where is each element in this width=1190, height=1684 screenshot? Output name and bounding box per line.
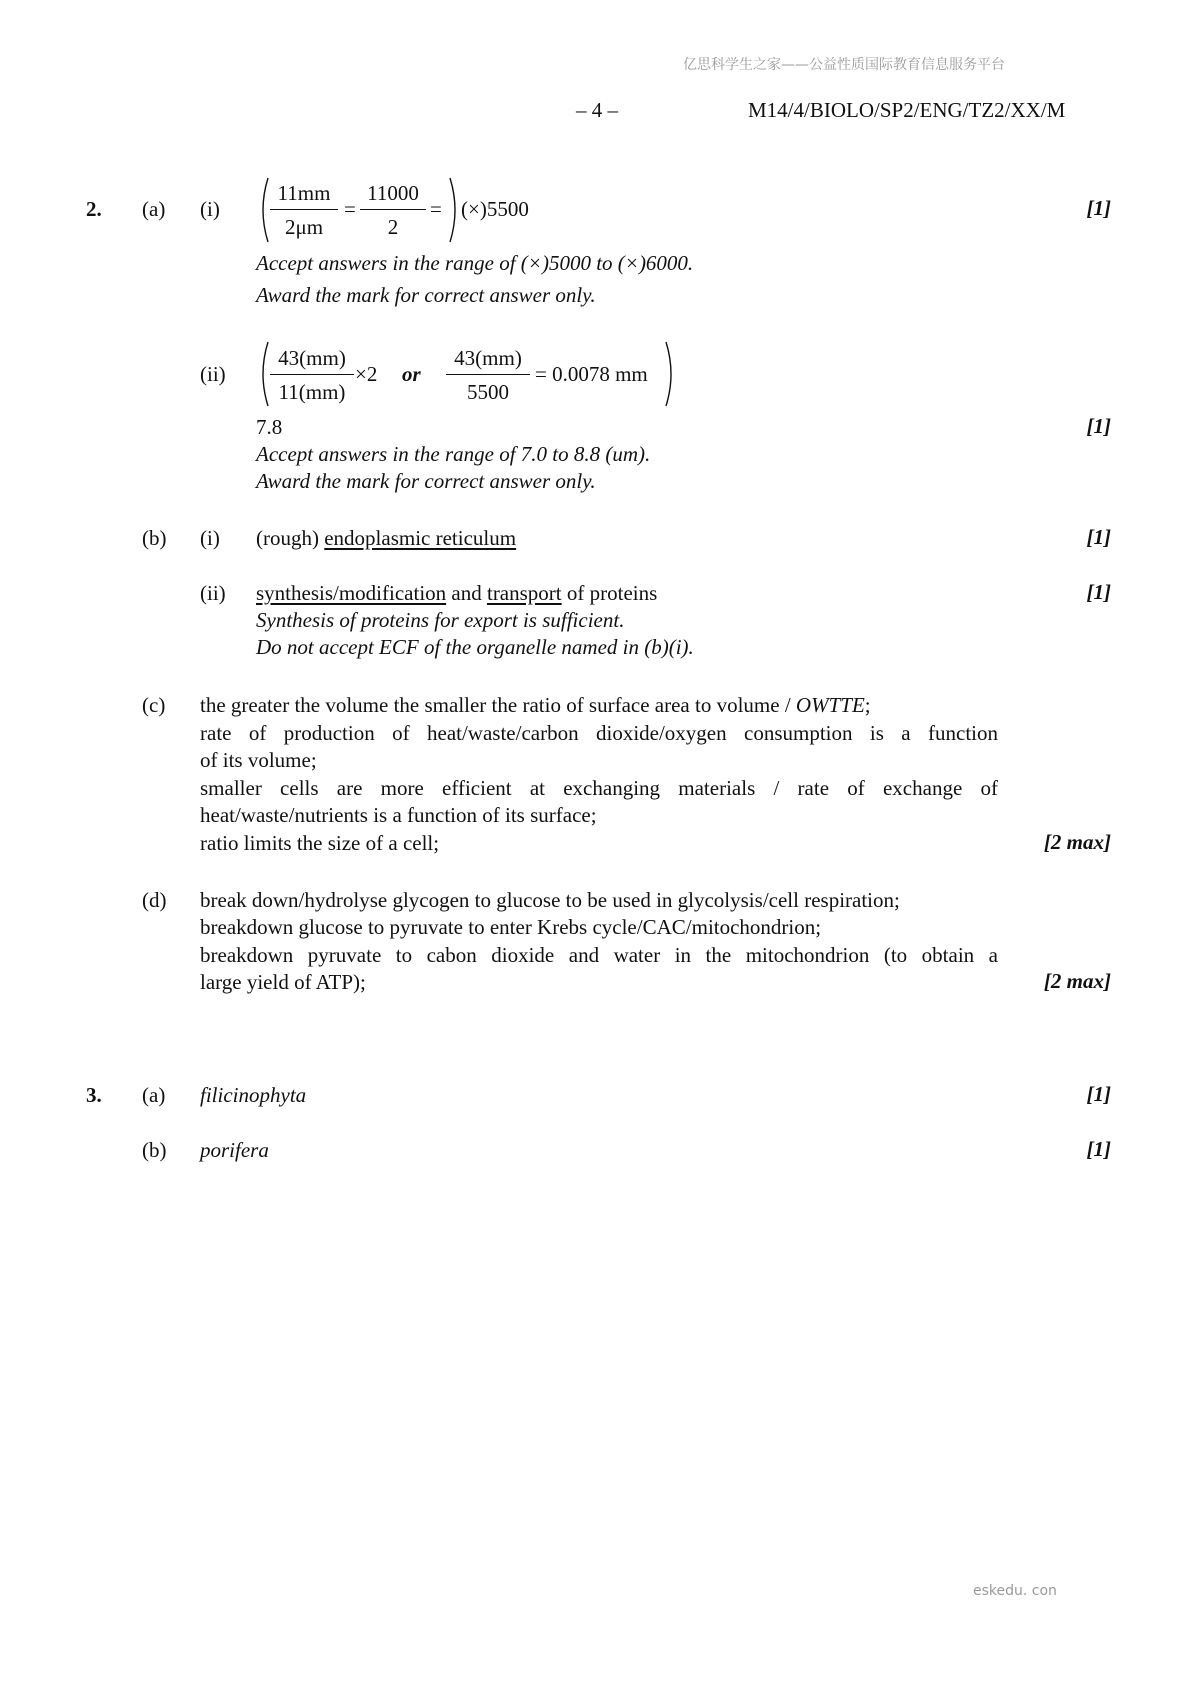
footer-watermark: eskedu. con: [973, 1583, 1057, 1599]
q3-b-mark: [1]: [1086, 1137, 1111, 1161]
q2-b-i-answer: [256, 525, 516, 551]
q2-c-owtte: OWTTE: [795, 693, 865, 717]
q2-a-ii-fraction-1: [270, 345, 354, 405]
question-3-number: 3.: [86, 1083, 102, 1107]
q2-a-ii-note-1: Accept answers in the range of 7.0 to 8.8 (um).: [256, 442, 651, 466]
q2-a-ii-frac1-numerator: 43(mm): [278, 346, 346, 370]
header-watermark: 亿思科学生之家——公益性质国际教育信息服务平台: [683, 57, 1005, 73]
fraction-bar: [270, 374, 354, 375]
fraction-bar: [270, 209, 338, 210]
document-code: M14/4/BIOLO/SP2/ENG/TZ2/XX/M: [748, 98, 1066, 122]
q2-a-ii-result: = 0.0078 mm: [535, 362, 648, 386]
q2-a-ii-answer: 7.8: [256, 415, 283, 439]
q2-a-ii-mark: [1]: [1086, 414, 1111, 438]
q2-c-label: (c): [142, 693, 166, 717]
q2-a-ii-or: or: [402, 362, 421, 386]
q2-a-ii-fraction-2: [446, 345, 530, 405]
q2-c-line-1: [200, 692, 871, 718]
fraction-bar: [446, 374, 530, 375]
q2-b-ii-label: (ii): [200, 581, 226, 605]
q2-a-ii-frac1-denominator: 11(mm): [278, 380, 346, 404]
q2-d-line-1: break down/hydrolyse glycogen to glucose to be used in glycolysis/cell respiration;: [200, 888, 900, 912]
q2-c-mark: [2 max]: [1043, 830, 1111, 854]
q2-d-line-3: breakdown pyruvate to cabon dioxide and water in the mitochondrion (to obtain a: [200, 943, 998, 967]
q2-a-i-note-1: Accept answers in the range of (×)5000 to (×)6000.: [256, 251, 694, 275]
q2-b-ii-mark: [1]: [1086, 580, 1111, 604]
q3-a-mark: [1]: [1086, 1082, 1111, 1106]
q2-a-ii-open-paren: [256, 340, 270, 408]
q2-a-i-frac2-denominator: 2: [387, 215, 399, 239]
q3-a-label: (a): [142, 1083, 166, 1107]
q2-b-i-mark: [1]: [1086, 525, 1111, 549]
q2-c-line-2: rate of production of heat/waste/carbon dioxide/oxygen consumption is a function: [200, 721, 998, 745]
page-number: – 4 –: [576, 98, 618, 122]
q3-a-answer: filicinophyta: [200, 1083, 307, 1107]
q2-c-line-5: heat/waste/nutrients is a function of its surface;: [200, 803, 597, 827]
q2-a-i-note-2: Award the mark for correct answer only.: [256, 283, 596, 307]
q2-d-mark: [2 max]: [1043, 969, 1111, 993]
q2-b-ii-note-1: Synthesis of proteins for export is sufficient.: [256, 608, 625, 632]
q2-c-line-1-text: the greater the volume the smaller the ratio of surface area to volume /: [200, 693, 796, 717]
fraction-bar: [360, 209, 426, 210]
q2-a-i-frac2-numerator: 11000: [367, 181, 419, 205]
q2-b-ii-note-2: Do not accept ECF of the organelle named in (b)(i).: [256, 635, 694, 659]
q2-b-i-underlined-answer: endoplasmic reticulum: [324, 526, 517, 550]
q2-a-i-close-paren: [448, 176, 462, 244]
q2-a-i-equals-2: =: [430, 197, 442, 221]
q2-a-i-equals-1: =: [344, 197, 356, 221]
q2-c-line-3: of its volume;: [200, 748, 317, 772]
q3-b-label: (b): [142, 1138, 167, 1162]
q2-a-i-mark: [1]: [1086, 196, 1111, 220]
q2-c-line-4: smaller cells are more efficient at exchanging materials / rate of exchange of: [200, 776, 998, 800]
q2-d-line-4: large yield of ATP);: [200, 970, 366, 994]
q2-b-ii-and: and: [446, 581, 487, 605]
q2-d-label: (d): [142, 888, 167, 912]
q2-a-i-label: (i): [200, 197, 220, 221]
q2-b-ii-suffix: of proteins: [561, 581, 658, 605]
q2-b-i-prefix: (rough): [256, 526, 325, 550]
q2-a-ii-frac2-denominator: 5500: [467, 380, 509, 404]
q2-a-i-fraction-1: [270, 180, 338, 240]
q2-b-ii-part-2: transport: [486, 581, 562, 605]
q2-b-label: (b): [142, 526, 167, 550]
q2-a-label: (a): [142, 197, 166, 221]
q2-c-line-6: ratio limits the size of a cell;: [200, 831, 440, 855]
question-2-number: 2.: [86, 197, 102, 221]
q2-b-ii-part-1: synthesis/modification: [256, 581, 447, 605]
q3-b-answer: porifera: [200, 1138, 269, 1162]
q2-a-i-fraction-2: [360, 180, 426, 240]
q2-a-ii-times-two: ×2: [355, 362, 378, 386]
q2-d-line-2: breakdown glucose to pyruvate to enter Krebs cycle/CAC/mitochondrion;: [200, 915, 822, 939]
q2-a-ii-note-2: Award the mark for correct answer only.: [256, 469, 596, 493]
q2-a-ii-label: (ii): [200, 362, 226, 386]
q2-a-i-open-paren: [256, 176, 270, 244]
q2-a-i-frac1-numerator: 11mm: [277, 181, 331, 205]
q2-a-ii-frac2-numerator: 43(mm): [454, 346, 522, 370]
q2-b-i-label: (i): [200, 526, 220, 550]
q2-b-ii-answer: [256, 580, 657, 606]
q2-a-ii-close-paren: [664, 340, 678, 408]
q2-a-i-result: (×)5500: [461, 197, 529, 221]
q2-a-i-frac1-denominator: 2μm: [284, 215, 324, 239]
q2-c-line-1-end: ;: [864, 693, 871, 717]
